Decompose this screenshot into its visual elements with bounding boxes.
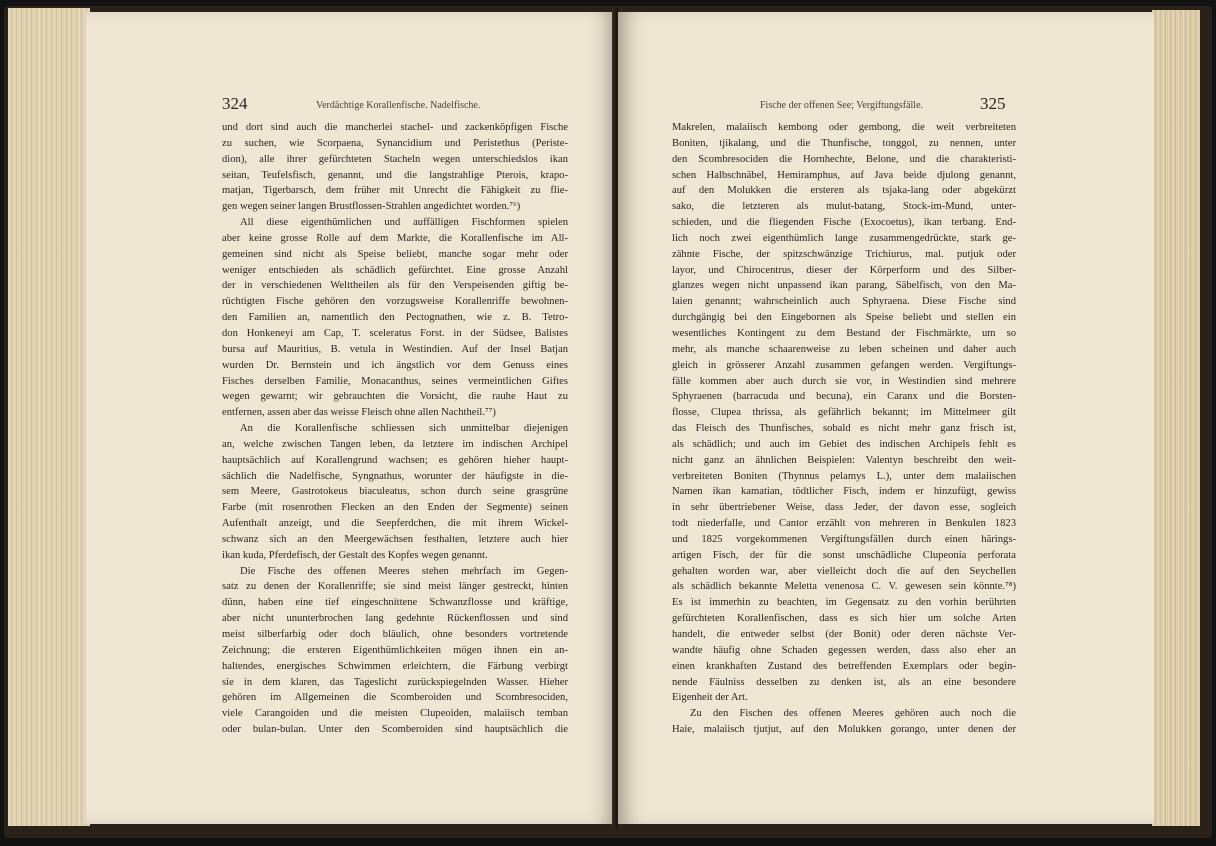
text-line: nicht ganz an ähnlichen Beispielen: Valentyn beschreibt den weit- <box>672 454 1016 466</box>
text-line: an, welche zwischen Tangen leben, da letztere im indischen Archipel <box>222 438 568 450</box>
text-line: Eigenheit der Art. <box>672 692 748 704</box>
text-line: Farbe (mit rosenrothen Flecken an den Enden der Segmente) seinen <box>222 502 568 514</box>
text-line: als schädlich; und auch im Gebiet des indischen Archipels fehlt es <box>672 438 1016 450</box>
text-line: in sehr übertriebener Weise, dass Jeder, der davon esse, sogleich <box>672 502 1016 514</box>
text-line: Haie, malaiisch tjutjut, auf den Molukken gorango, unter denen der <box>672 724 1016 736</box>
text-line: wesentliches Kontingent zu dem Bestand der Fischmärkte, um so <box>672 327 1016 339</box>
left-text-block <box>222 120 568 738</box>
left-page-edges <box>8 8 90 826</box>
text-line: An die Korallenfische schliessen sich unmittelbar diejenigen <box>240 423 568 435</box>
text-line: Aufenthalt anzeigt, und die Seepferdchen, die mit ihrem Wickel- <box>222 518 568 530</box>
text-line: schen Halbschnäbel, Hemiramphus, auf Java beide djulong genannt, <box>672 169 1016 181</box>
text-line: Es ist immerhin zu beachten, im Gegensatz zu den vorhin berührten <box>672 597 1016 609</box>
text-line: hauptsächlich auf Korallengrund wachsen; es gehören hieher haupt- <box>222 454 568 466</box>
text-line: haltendes, energisches Schwimmen erleichtern, die Färbung verbirgt <box>222 660 568 672</box>
text-line: entfernen, assen aber das weisse Fleisch ohne allen Nachtheil.⁷⁷) <box>222 407 496 419</box>
text-line: Makrelen, malaiisch kembong oder gembong, die weit verbreiteten <box>672 122 1016 133</box>
text-line: zu suchen, wie Scorpaena, Synancidium und Peristethus (Periste- <box>222 137 568 149</box>
text-line: gen wegen seiner langen Brustflossen-Strahlen angedichtet worden.⁷⁶) <box>222 201 521 213</box>
text-line: Zeichnung; die ersteren Eigenthümlichkeiten mögen ihnen ein an- <box>222 644 568 656</box>
text-line: gleich in grösserer Anzahl zusammen gefangen werden. Vergiftungs- <box>672 359 1016 371</box>
text-line: dion), alle ihrer gefürchteten Stacheln wegen unterschiedslos ikan <box>222 153 568 165</box>
text-line: wurden Dr. Bernstein und ich ängstlich vor dem Genuss eines <box>222 359 568 371</box>
text-line: rüchtigten Fische gehören den vorzugsweise Korallenriffe bewohnen- <box>222 296 568 308</box>
text-line: oder bulan-bulan. Unter den Scomberoiden sind hauptsächlich die <box>222 724 568 736</box>
text-line: das Fleisch des Thunfisches, sobald es nicht mehr ganz frisch ist, <box>672 423 1016 435</box>
text-line: wandte häufig ohne Schaden gegessen werden, dass also eher an <box>672 644 1016 656</box>
text-line: nende Fäulniss desselben zu denken ist, als an eine besondere <box>672 676 1016 688</box>
text-line: Namen ikan kamatian, tödtlicher Fisch, indem er hinzufügt, gewiss <box>672 486 1016 498</box>
text-line: glanzes wegen nicht unpassend ikan parang, Säbelfisch, von den Ma- <box>672 280 1016 292</box>
text-line: wegen gewarnt; wir gebrauchten die Vorsicht, die rauhe Haut zu <box>222 391 568 403</box>
text-line: Die Fische des offenen Meeres stehen mehrfach im Gegen- <box>240 565 568 577</box>
text-line: und dort sind auch die mancherlei stachel- und zackenköpfigen Fische <box>222 122 568 133</box>
text-line: sem Meere, Gastrotokeus biaculeatus, schon durch seine grasgrüne <box>222 486 568 498</box>
text-line: schieden, und die fliegenden Fische (Exocoetus), ikan terbang. End- <box>672 217 1016 229</box>
text-line: Fisches derselben Familie, Monacanthus, seines vermeintlichen Giftes <box>222 375 568 387</box>
left-page-number: 324 <box>222 94 248 113</box>
text-line: gemeinen sind nicht als Speise beliebt, manche sogar mehr oder <box>222 248 568 260</box>
text-line: der in verschiedenen Welttheilen als für den Verspeisenden giftig be- <box>222 280 568 292</box>
text-line: seitan, Teufelsfisch, genannt, und die langstrahlige Pterois, krapo- <box>222 169 568 181</box>
text-line: don Honkeneyi am Cap, T. sceleratus Forst. in der Südsee, Balistes <box>222 327 568 339</box>
text-line: bursa auf Mauritius, B. vetula in Westindien. Auf der Insel Batjan <box>222 343 568 355</box>
text-line: dünn, haben eine tief eingeschnittene Schwanzflosse und kräftige, <box>222 597 568 609</box>
text-line: aber keine grosse Rolle auf dem Markte, die Korallenfische im All- <box>222 232 568 244</box>
text-line: sako, die letzteren als mulut-batang, Stock-im-Mund, unter- <box>672 201 1016 213</box>
text-line: meist silberfarbig oder doch bläulich, ohne besonders vortretende <box>222 629 568 640</box>
text-line: gehalten worden war, aber vielleicht doch die auf den Seychellen <box>672 565 1016 577</box>
right-page-edges <box>1152 10 1200 826</box>
text-line: als schädlich bekannte Meletta venenosa C. V. gewesen sein könnte.⁷⁸) <box>672 581 1016 593</box>
right-page-number: 325 <box>980 94 1006 113</box>
text-line: und 1825 vorgekommenen Vergiftungsfällen durch einen härings- <box>672 533 1016 545</box>
text-line: ikan kuda, Pferdefisch, der Gestalt des Kopfes wegen genannt. <box>222 549 488 561</box>
text-line: einen krankhaften Zustand des betreffenden Exemplars oder begin- <box>672 660 1016 672</box>
right-text-block <box>672 120 1016 738</box>
text-line: Boniten, tjikalang, und die Thunfische, tonggol, zu nennen, unter <box>672 137 1016 149</box>
text-line: viele Carangoiden und die meisten Clupeoiden, malaiisch temban <box>222 708 568 720</box>
text-line: auf den Molukken die ersteren als tsjaka-lang oder abgekürzt <box>672 185 1016 197</box>
left-running-head: Verdächtige Korallenfische. Nadelfische. <box>316 100 481 111</box>
text-line: All diese eigenthümlichen und auffälligen Fischformen spielen <box>240 217 568 229</box>
right-page <box>618 12 1154 824</box>
text-line: Sphyraenen (barracuda und becuna), ein Caranx und die Borsten- <box>672 391 1016 403</box>
text-line: lich noch zwei eigenthümlich lange zusammengedrückte, stark ge- <box>672 232 1016 244</box>
text-line: aber nicht ununterbrochen lang gedehnte Rückenflossen und sind <box>222 613 568 625</box>
text-line: gehören im Allgemeinen die Scomberoiden und Scombresociden, <box>222 692 568 704</box>
text-line: fälle kommen aber auch durch sie vor, in Westindien sind mehrere <box>672 375 1016 387</box>
text-line: den Scombresociden die Hornhechte, Belone, und die charakteristi- <box>672 153 1016 165</box>
text-line: mehr, als manche schaarenweise zu leben scheinen und daher auch <box>672 343 1016 355</box>
text-line: verbreiteten Boniten (Thynnus pelamys L.), unter dem malaiischen <box>672 470 1016 482</box>
text-line: gefürchteten Korallenfischen, dass es sich hier um solche Arten <box>672 613 1016 625</box>
text-line: artigen Fisch, der für die sonst unschädliche Clupeonia perforata <box>672 549 1016 561</box>
text-line: den Familien an, namentlich den Pectognathen, wie z. B. Tetro- <box>222 312 568 324</box>
text-line: schwanz sich an den Meergewächsen festhalten, letztere auch hier <box>222 533 568 545</box>
text-line: zähnte Fische, der spitzschwänzige Trichiurus, mal. putjuk oder <box>672 248 1016 260</box>
text-line: satz zu denen der Korallenriffe; sie sind meist länger gestreckt, hinten <box>222 581 568 593</box>
text-line: layor, und Chirocentrus, dieser der Körperform und des Silber- <box>672 264 1016 276</box>
text-line: flosse, Clupea thrissa, als gefährlich bekannt; im Mittelmeer gilt <box>672 407 1016 419</box>
text-line: sächlich die Nadelfische, Syngnathus, worunter der häufigste in die- <box>222 470 568 482</box>
text-line: todt niederfalle, und Cantor erzählt von mehreren in Benkulen 1823 <box>672 518 1016 530</box>
left-page <box>86 12 616 824</box>
text-line: laien genannt; wahrscheinlich auch Sphyraena. Diese Fische sind <box>672 296 1016 308</box>
text-line: weniger entschieden als schädlich gefürchtet. Eine grosse Anzahl <box>222 264 568 276</box>
text-line: durchgängig bei den Eingebornen als Speise beliebt und stellen ein <box>672 312 1016 324</box>
text-line: matjan, Tigerbarsch, dem früher mit Unrecht die Fähigkeit zu flie- <box>222 185 568 197</box>
text-line: Zu den Fischen des offenen Meeres gehören auch noch die <box>690 708 1016 720</box>
right-running-head: Fische der offenen See; Vergiftungsfälle. <box>760 100 924 111</box>
text-line: sie in dem klaren, das Tageslicht zurückspiegelnden Wasser. Hieher <box>222 676 568 688</box>
text-line: handelt, die entweder selbst (der Bonit) oder deren nächste Ver- <box>672 629 1016 640</box>
